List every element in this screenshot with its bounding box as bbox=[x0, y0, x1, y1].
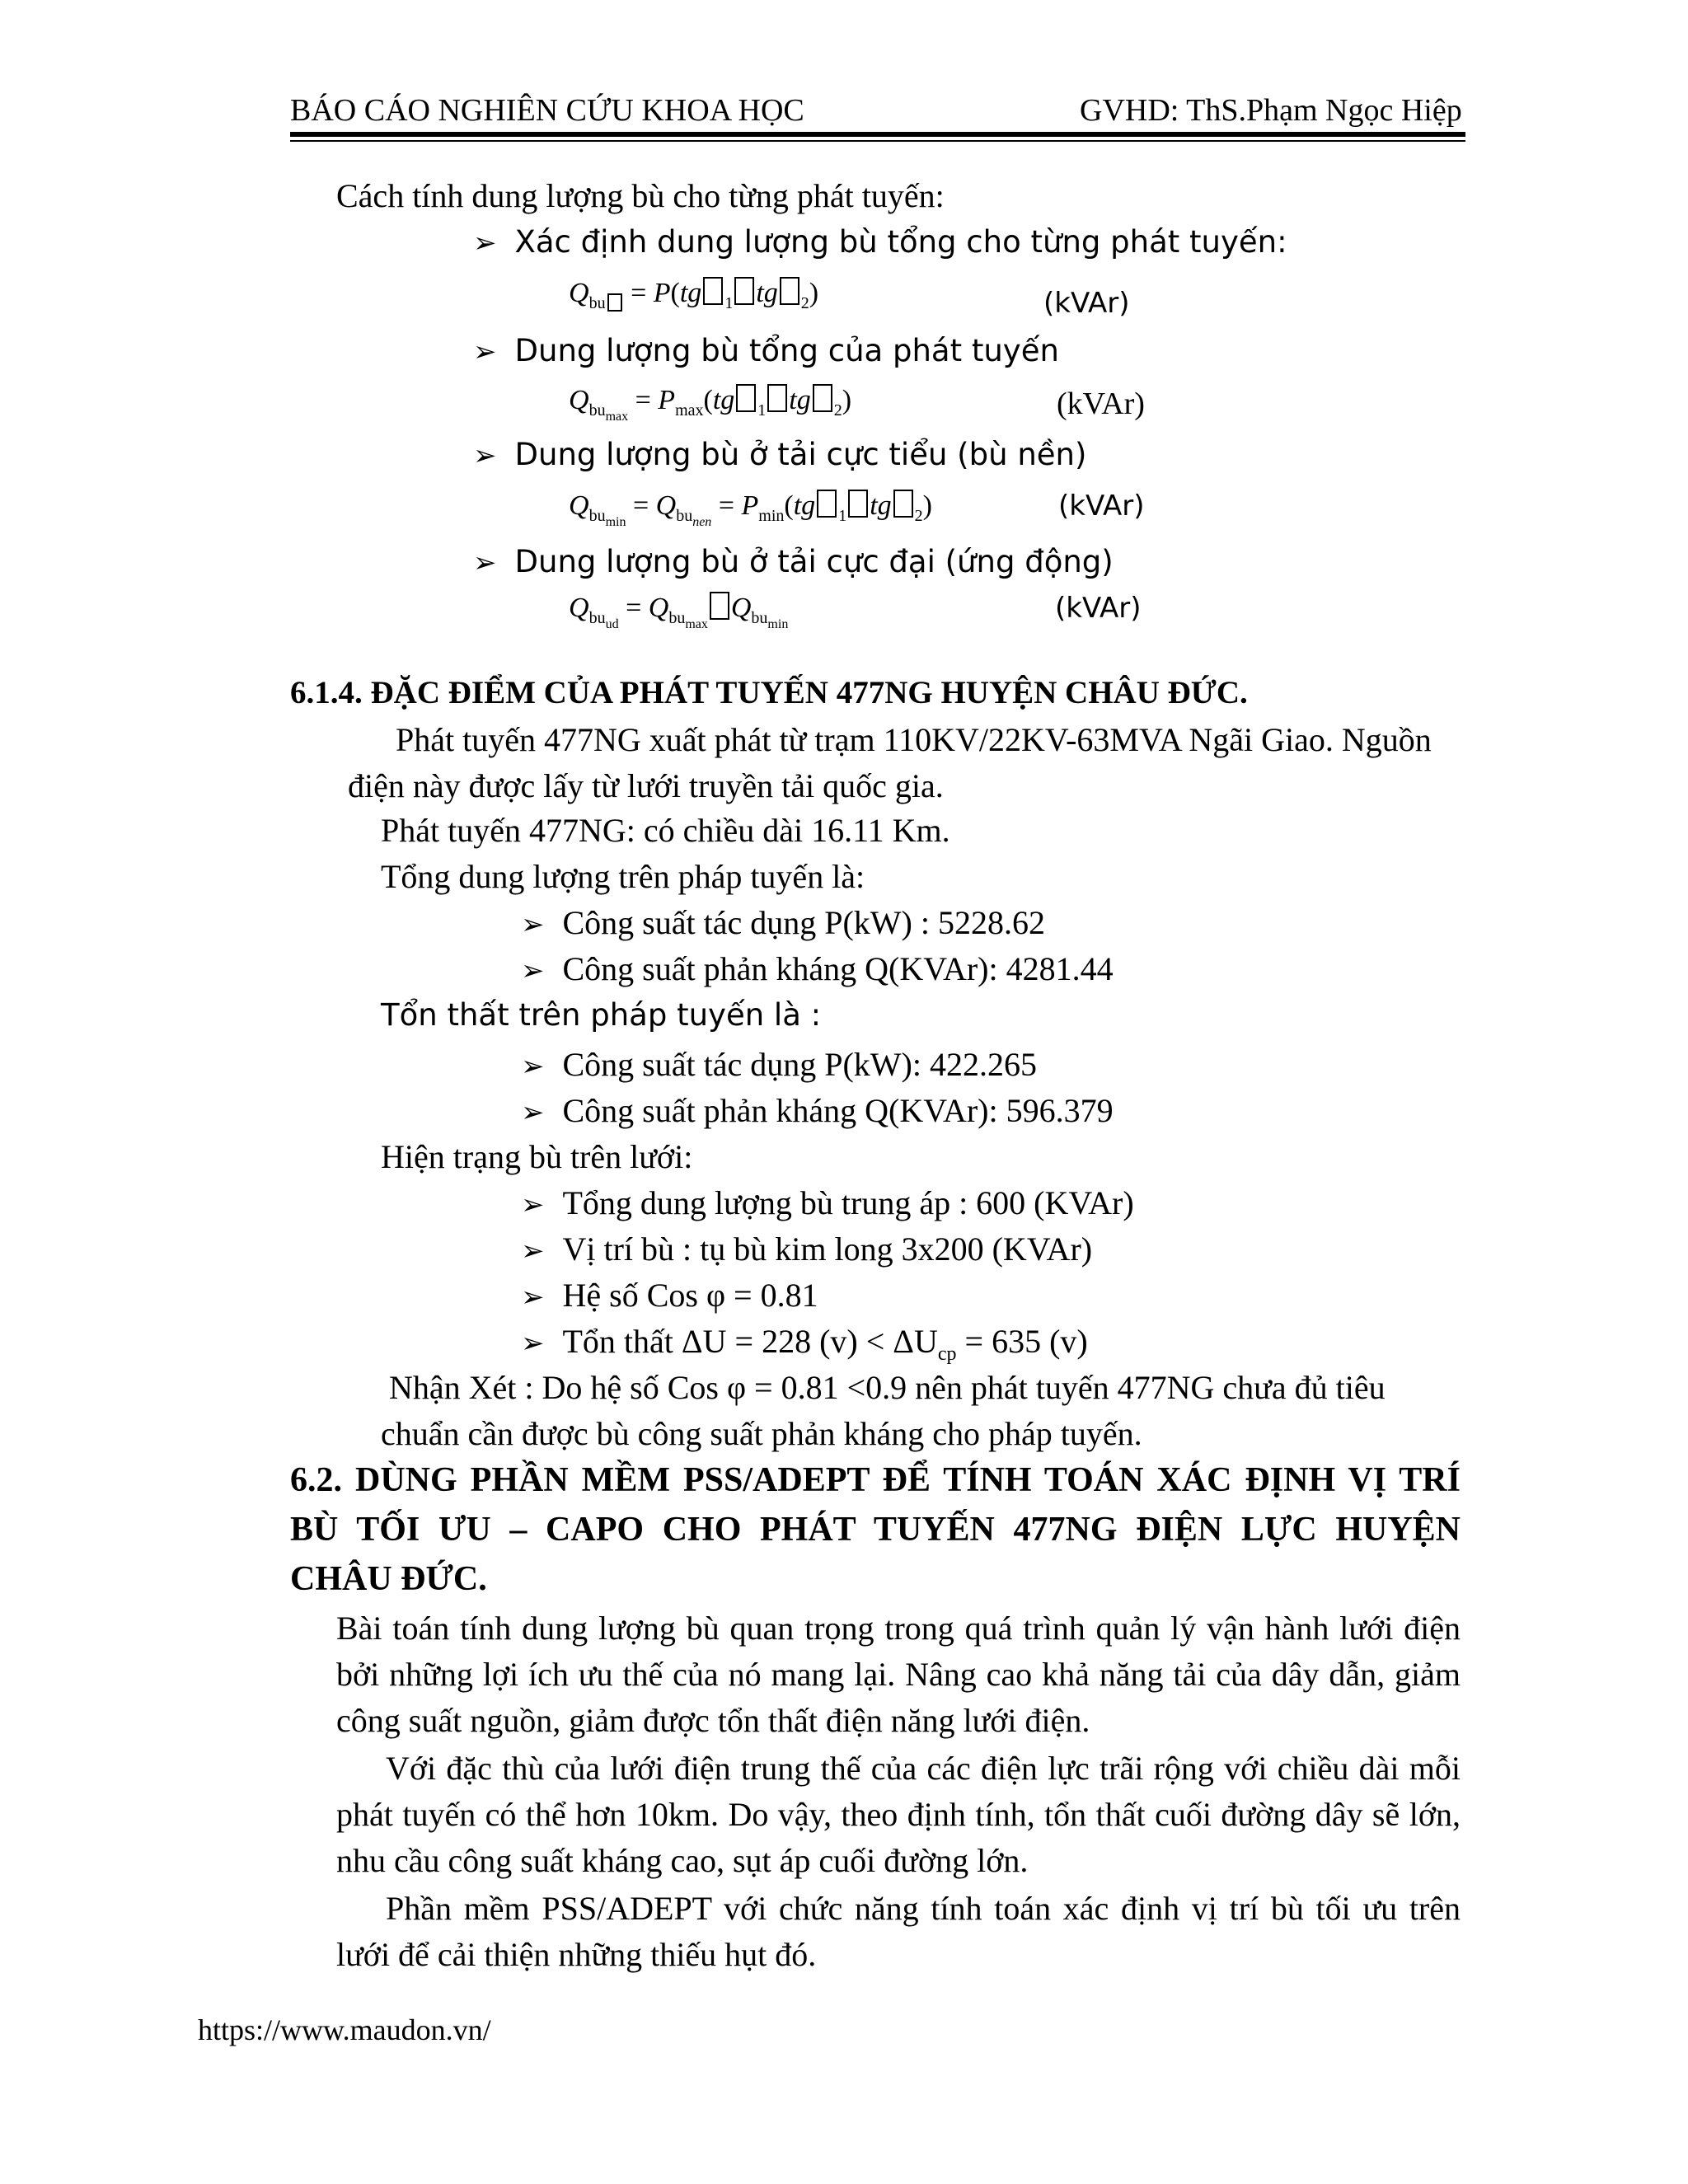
loss-label: Tổn thất trên pháp tuyến là : bbox=[381, 997, 822, 1033]
status-item-4: ➢ Tổn thất ΔU = 228 $(v) < \Delta U_{cp} = 635$ (v) bbox=[521, 1322, 1088, 1366]
compensation-item-2: ➢ Dung lượng bù tổng của phát tuyến bbox=[473, 333, 1059, 368]
remark-line2: chuẩn cần được bù công suất phản kháng cho pháp tuyến. bbox=[381, 1415, 1142, 1452]
compensation-item-3: ➢ Dung lượng bù ở tải cực tiểu (bù nền) bbox=[473, 437, 1086, 472]
unit-kvar-2: (kVAr) bbox=[1057, 387, 1145, 421]
section-62-heading-line3: CHÂU ĐỨC. bbox=[290, 1560, 487, 1598]
unit-kvar-1: (kVAr) bbox=[1043, 287, 1130, 320]
section-62-heading-line2: BÙ TỐI ƯU – CAPO CHO PHÁT TUYẾN 477NG ĐIỆN LỰC HUYỆN bbox=[290, 1511, 1461, 1549]
intro-text: Cách tính dung lượng bù cho từng phát tuyến: bbox=[336, 177, 945, 214]
formula-q-bu: $Q_{bu} = P(tg$ $_1$ tg $_2$) bbox=[569, 278, 819, 312]
section-62-heading-line1: 6.2. DÙNG PHẦN MỀM PSS/ADEPT ĐỂ TÍNH TOÁN XÁC ĐỊNH VỊ TRÍ bbox=[290, 1461, 1461, 1499]
p3-line1: Phần mềm PSS/ADEPT với chức năng tính toán xác định vị trí bù tối ưu trên bbox=[386, 1890, 1461, 1927]
p1-line1: Bài toán tính dung lượng bù quan trọng trong quá trình quản lý vận hành lưới điện bbox=[336, 1610, 1461, 1647]
status-label: Hiện trạng bù trên lưới: bbox=[381, 1138, 693, 1175]
section-614-heading: 6.1.4. ĐẶC ĐIỂM CỦA PHÁT TUYẾN 477NG HUYỆN CHÂU ĐỨC. bbox=[290, 675, 1248, 710]
total-label: Tổng dung lượng trên pháp tuyến là: bbox=[381, 858, 865, 895]
formula-q-bu-max: $Q_{bu_{max}} = P_{max}(tg$ $_1$ tg $_2$) bbox=[569, 385, 852, 424]
header-title: BÁO CÁO NGHIÊN CỨU KHOA HỌC bbox=[290, 93, 804, 128]
compensation-item-1: ➢ Xác định dung lượng bù tổng cho từng phát tuyến: bbox=[473, 224, 1287, 260]
header-supervisor: GVHD: ThS.Phạm Ngọc Hiệp bbox=[1080, 93, 1462, 128]
section-614-para-line2: điện này được lấy từ lưới truyền tải quốc gia. bbox=[348, 767, 944, 804]
header-rule bbox=[290, 132, 1465, 137]
formula-q-bu-ud: $Q_{bu_{ud}} = Q_{bu_{max}}Q_{bu_{min}}$ bbox=[569, 593, 789, 631]
unit-kvar-4: (kVAr) bbox=[1055, 592, 1142, 625]
status-item-3: ➢ Hệ số Cos φ = 0.81 bbox=[521, 1276, 818, 1315]
status-item-1: ➢ Tổng dung lượng bù trung áp : 600 (KVAr) bbox=[521, 1183, 1134, 1222]
total-item-1: ➢ Công suất tác dụng P(kW) : 5228.62 bbox=[521, 903, 1045, 942]
section-614-para-line1: Phát tuyến 477NG xuất phát từ trạm 110KV/22KV-63MVA Ngãi Giao. Nguồn bbox=[396, 721, 1432, 758]
compensation-item-4: ➢ Dung lượng bù ở tải cực đại (ứng động) bbox=[473, 544, 1114, 579]
p2-line3: nhu cầu công suất kháng cao, sụt áp cuối đường lớn. bbox=[336, 1842, 1029, 1879]
p2-line1: Với đặc thù của lưới điện trung thế của các điện lực trãi rộng với chiều dài mỗi bbox=[386, 1750, 1461, 1787]
formula-q-bu-min: $Q_{bu_{min}} = Q_{bu_{nen}} = P_{min}(tg$ $_1$ tg $_2$) bbox=[569, 490, 932, 529]
header-rule-thin bbox=[290, 140, 1465, 142]
loss-item-2: ➢ Công suất phản kháng Q(KVAr): 596.379 bbox=[521, 1091, 1114, 1130]
section-614-length: Phát tuyến 477NG: có chiều dài 16.11 Km. bbox=[381, 812, 950, 849]
loss-item-1: ➢ Công suất tác dụng P(kW): 422.265 bbox=[521, 1045, 1037, 1084]
p1-line2: bởi những lợi ích ưu thế của nó mang lại. Nâng cao khả năng tải của dây dẫn, giảm bbox=[336, 1656, 1461, 1693]
unit-kvar-3: (kVAr) bbox=[1058, 490, 1145, 523]
p1-line3: công suất nguồn, giảm được tổn thất điện năng lưới điện. bbox=[336, 1702, 1090, 1739]
total-item-2: ➢ Công suất phản kháng Q(KVAr): 4281.44 bbox=[521, 949, 1114, 988]
p2-line2: phát tuyến có thể hơn 10km. Do vậy, theo định tính, tổn thất cuối đường dây sẽ lớn, bbox=[336, 1796, 1461, 1833]
remark-line1: Nhận Xét : Do hệ số Cos φ = 0.81 <0.9 nên phát tuyến 477NG chưa đủ tiêu bbox=[389, 1369, 1386, 1406]
status-item-2: ➢ Vị trí bù : tụ bù kim long 3x200 (KVAr) bbox=[521, 1230, 1092, 1268]
p3-line2: lưới để cải thiện những thiếu hụt đó. bbox=[336, 1936, 817, 1973]
footer-link[interactable]: https://www.maudon.vn/ bbox=[198, 2013, 491, 2046]
